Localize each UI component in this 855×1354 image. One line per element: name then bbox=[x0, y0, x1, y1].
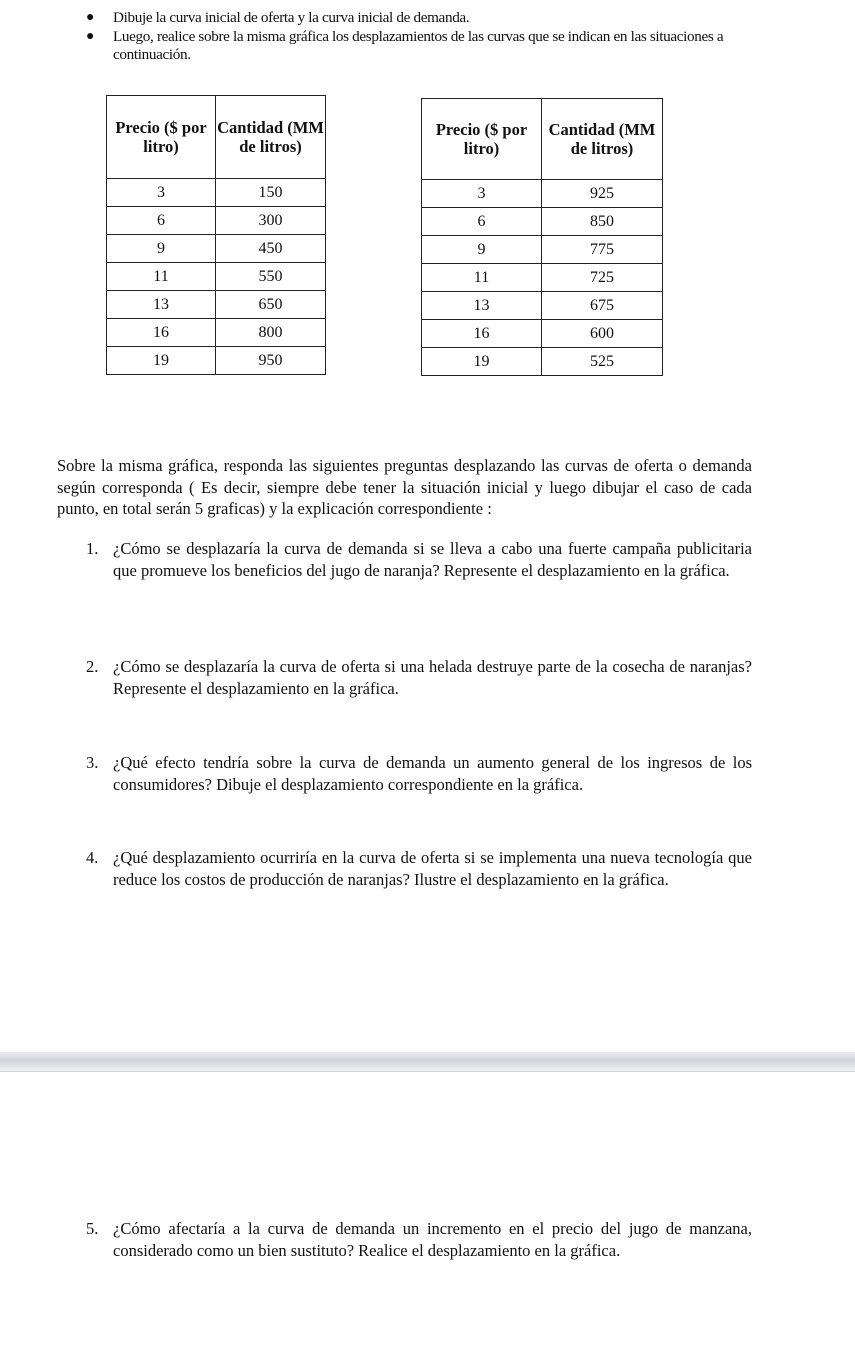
page-separator bbox=[0, 1052, 855, 1072]
bullet-icon: ● bbox=[86, 29, 95, 44]
table-row bbox=[107, 319, 326, 347]
quantity-cell: 850 bbox=[542, 208, 663, 236]
quantity-cell: 300 bbox=[216, 207, 326, 235]
question-text: ¿Cómo se desplazaría la curva de demanda si se lleva a cabo una fuerte campaña publicitaria que promueve los beneficios del jugo de naranja? Represente el desplazamiento en la gráfica. bbox=[113, 539, 752, 580]
question-text: ¿Cómo afectaría a la curva de demanda un incremento en el precio del jugo de manzana, considerado como un bien sustituto? Realice el desplazamiento en la gráfica. bbox=[113, 1219, 752, 1260]
table-row bbox=[107, 347, 326, 375]
quantity-cell: 450 bbox=[216, 235, 326, 263]
price-cell: 16 bbox=[422, 320, 542, 348]
table-row bbox=[422, 180, 663, 208]
price-cell: 19 bbox=[107, 347, 216, 375]
supply-table-body bbox=[107, 179, 326, 375]
price-cell: 16 bbox=[107, 319, 216, 347]
price-cell: 3 bbox=[107, 179, 216, 207]
instruction-text: Luego, realice sobre la misma gráfica los desplazamientos de las curvas que se indican en las situaciones a continuación. bbox=[113, 28, 724, 63]
table-row bbox=[107, 263, 326, 291]
table-row bbox=[422, 236, 663, 264]
question-1 bbox=[86, 538, 752, 582]
price-cell: 3 bbox=[422, 180, 542, 208]
quantity-header: Cantidad (MM de litros) bbox=[216, 96, 326, 179]
question-4 bbox=[86, 847, 752, 891]
demand-table bbox=[421, 98, 663, 376]
instruction-item bbox=[86, 9, 786, 27]
price-cell: 11 bbox=[422, 264, 542, 292]
question-number: 2. bbox=[86, 657, 99, 676]
quantity-cell: 150 bbox=[216, 179, 326, 207]
table-row bbox=[422, 208, 663, 236]
bullet-icon: ● bbox=[86, 10, 95, 25]
price-cell: 13 bbox=[107, 291, 216, 319]
question-number: 3. bbox=[86, 753, 99, 772]
question-number: 5. bbox=[86, 1219, 99, 1238]
question-5 bbox=[86, 1218, 752, 1262]
table-row bbox=[422, 264, 663, 292]
price-header: Precio ($ por litro) bbox=[107, 96, 216, 179]
price-cell: 13 bbox=[422, 292, 542, 320]
quantity-cell: 725 bbox=[542, 264, 663, 292]
question-3 bbox=[86, 752, 752, 796]
quantity-cell: 775 bbox=[542, 236, 663, 264]
quantity-cell: 550 bbox=[216, 263, 326, 291]
table-row bbox=[422, 348, 663, 376]
question-text: ¿Qué desplazamiento ocurriría en la curva de oferta si se implementa una nueva tecnología que reduce los costos de producción de naranjas? Ilustre el desplazamiento en la gráfica. bbox=[113, 848, 752, 889]
quantity-cell: 925 bbox=[542, 180, 663, 208]
price-cell: 9 bbox=[107, 235, 216, 263]
quantity-cell: 650 bbox=[216, 291, 326, 319]
intro-paragraph: Sobre la misma gráfica, responda las siguientes preguntas desplazando las curvas de oferta o demanda según corresponda ( Es decir, siempre debe tener la situación inicial y luego dibujar el caso de cada punto, en total serán 5 graficas) y la explicación correspondiente : bbox=[57, 456, 752, 518]
quantity-header: Cantidad (MM de litros) bbox=[542, 99, 663, 180]
table-row bbox=[422, 320, 663, 348]
question-number: 1. bbox=[86, 539, 99, 558]
question-text: ¿Qué efecto tendría sobre la curva de demanda un aumento general de los ingresos de los consumidores? Dibuje el desplazamiento correspondiente en la gráfica. bbox=[113, 753, 752, 794]
question-text: ¿Cómo se desplazaría la curva de oferta si una helada destruye parte de la cosecha de naranjas? Represente el desplazamiento en la gráfica. bbox=[113, 657, 752, 698]
price-cell: 19 bbox=[422, 348, 542, 376]
quantity-cell: 950 bbox=[216, 347, 326, 375]
instruction-list bbox=[86, 9, 786, 64]
price-cell: 11 bbox=[107, 263, 216, 291]
question-number: 4. bbox=[86, 848, 99, 867]
price-cell: 6 bbox=[107, 207, 216, 235]
table-row bbox=[107, 235, 326, 263]
price-cell: 6 bbox=[422, 208, 542, 236]
supply-table bbox=[106, 95, 326, 375]
quantity-cell: 525 bbox=[542, 348, 663, 376]
quantity-cell: 675 bbox=[542, 292, 663, 320]
quantity-cell: 800 bbox=[216, 319, 326, 347]
demand-table-body bbox=[422, 180, 663, 376]
quantity-cell: 600 bbox=[542, 320, 663, 348]
instruction-item bbox=[86, 28, 786, 64]
price-cell: 9 bbox=[422, 236, 542, 264]
table-row bbox=[422, 292, 663, 320]
table-row bbox=[107, 179, 326, 207]
table-row bbox=[107, 291, 326, 319]
table-row bbox=[107, 207, 326, 235]
price-header: Precio ($ por litro) bbox=[422, 99, 542, 180]
question-2 bbox=[86, 656, 752, 700]
instruction-text: Dibuje la curva inicial de oferta y la curva inicial de demanda. bbox=[113, 9, 470, 26]
